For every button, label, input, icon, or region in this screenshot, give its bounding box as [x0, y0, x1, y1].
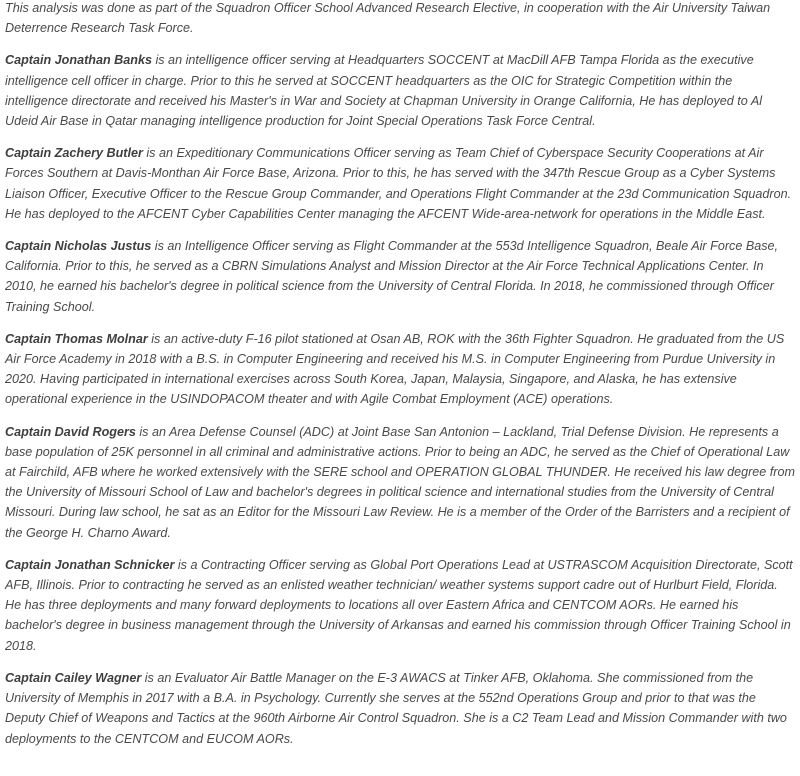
- bio-paragraph-molnar: [5, 329, 796, 410]
- bio-name: Captain Thomas Molnar: [5, 331, 148, 346]
- bio-name: Captain Jonathan Banks: [5, 53, 152, 68]
- bio-text: is an Intelligence Officer serving as Flight Commander at the 553d Intelligence Squadron, Beale Air Force Base, California. Prior to this, he served as a CBRN Simulations Analyst and Mission Director at the Air Force Technical Applications Center. In 2010, he earned his bachelor's degree in political science from the University of Central Florida. In 2018, he commissioned through Officer Training School.: [5, 239, 779, 314]
- bio-text: is an Expeditionary Communications Officer serving as Team Chief of Cyberspace Security Cooperations at Air Forces Southern at Davis-Monthan Air Force Base, Arizona. Prior to this, he has served with the 347th Rescue Group as a Cyber Systems Liaison Officer, Executive Officer to the Rescue Group Commander, and Operations Flight Commander at the 23d Communication Squadron. He has deployed to the AFCENT Cyber Capabilities Center managing the AFCENT Wide-area-network for operations in the Middle East.: [5, 146, 792, 221]
- bio-text: is an Evaluator Air Battle Manager on the E-3 AWACS at Tinker AFB, Oklahoma. She commissioned from the University of Memphis in 2017 with a B.A. in Psychology. Currently she serves at the 552nd Operations Group and prior to that was the Deputy Chief of Weapons and Tactics at the 960th Airborne Air Control Squadron. She is a C2 Team Lead and Mission Commander with two deployments to the CENTCOM and EUCOM AORs.: [5, 670, 787, 746]
- bio-text: is an active-duty F-16 pilot stationed at Osan AB, ROK with the 36th Fighter Squadron. He graduated from the US Air Force Academy in 2018 with a B.S. in Computer Engineering and received his M.S. in Computer Engineering from Purdue University in 2020. Having participated in international exercises across South Korea, Japan, Malaysia, Singapore, and Alaska, he has extensive operational experience in the USINDOPACOM theater and with Agile Combat Employment (ACE) operations.: [5, 331, 785, 407]
- bio-paragraph-butler: [5, 143, 796, 224]
- bio-paragraph-rogers: [5, 422, 796, 543]
- bio-name: Captain Zachery Butler: [5, 146, 143, 161]
- bio-text: is an Area Defense Counsel (ADC) at Joint Base San Antonion – Lackland, Trial Defense Division. He represents a base population of 25K personnel in all criminal and administrative actions. Prior to being an ADC, he served as the Chief of Operational Law at Fairchild, AFB where he worked extensively with the SERE school and OPERATION GLOBAL THUNDER. He received his law degree from the University of Missouri School of Law and bachelor's degrees in political science and international studies from the University of Central Missouri. During law school, he sat as an Editor for the Missouri Law Review. He is a member of the Order of the Barristers and a recipient of the George H. Charno Award.: [5, 424, 795, 540]
- bio-name: Captain Nicholas Justus: [5, 239, 152, 254]
- intro-paragraph: This analysis was done as part of the Squadron Officer School Advanced Research Elective, in cooperation with the Air University Taiwan Deterrence Research Task Force.: [5, 1, 771, 36]
- bio-text: is an intelligence officer serving at Headquarters SOCCENT at MacDill AFB Tampa Florida as the executive intelligence cell officer in charge. Prior to this he served at SOCCENT headquarters as the OIC for Strategic Competition within the intelligence directorate and received his Master's in War and Society at Chapman University in Orange California, He has deployed to Al Udeid Air Base in Qatar managing intelligence production for Joint Special Operations Task Force Central.: [5, 53, 763, 129]
- bio-name: Captain Cailey Wagner: [5, 670, 142, 685]
- bio-paragraph-justus: [5, 236, 796, 317]
- bio-name: Captain Jonathan Schnicker: [5, 557, 175, 572]
- bio-text: is a Contracting Officer serving as Global Port Operations Lead at USTRASCOM Acquisition Directorate, Scott AFB, Illinois. Prior to contracting he served as an enlisted weather technician/ weather systems support cadre out of Hurlburt Field, Florida. He has three deployments and many forward deployments to locations all over Eastern Africa and CENTCOM AORs. He earned his bachelor's degree in business management through the University of Arkansas and earned his commission through Officer Training School in 2018.: [5, 557, 793, 653]
- bio-paragraph-banks: [5, 50, 796, 131]
- bio-name: Captain David Rogers: [5, 424, 136, 439]
- bio-paragraph-wagner: [5, 668, 796, 749]
- document-body: [5, 0, 796, 761]
- bio-paragraph-schnicker: [5, 555, 796, 656]
